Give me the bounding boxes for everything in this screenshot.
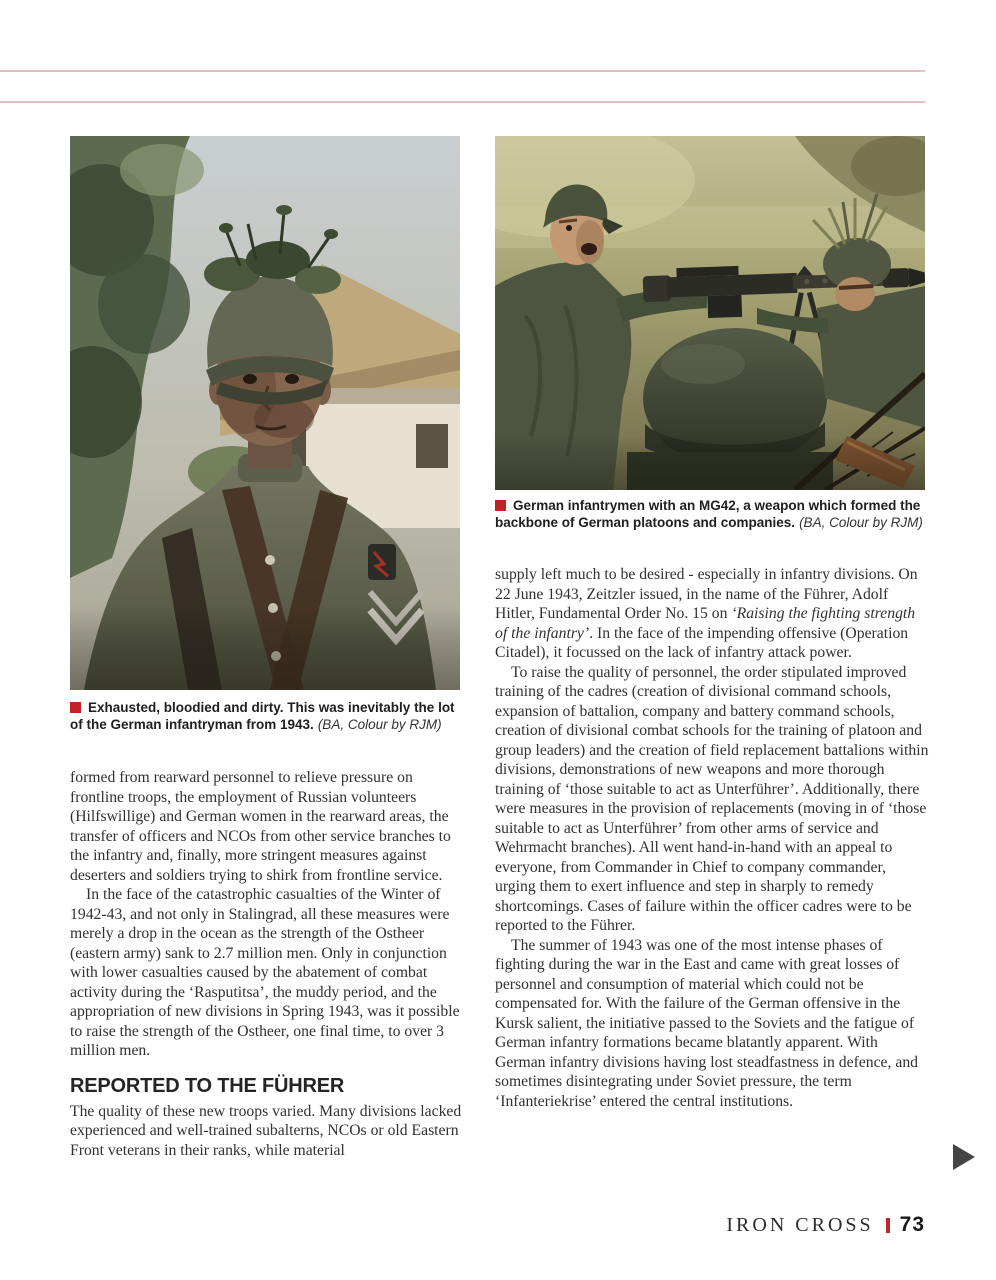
caption-text: German infantrymen with an MG42, a weapon which formed the backbone of German platoons and companies. — [495, 498, 921, 530]
left-text-column — [70, 768, 462, 1160]
body-paragraph — [495, 565, 929, 663]
page-footer — [726, 1213, 925, 1237]
caption-bullet-icon — [495, 500, 506, 511]
body-paragraph: The summer of 1943 was one of the most intense phases of fighting during the war in the East and came with great losses of personnel and consumption of material which could not be compensated for. With the failure of the German offensive in the Kursk salient, the initiative passed to the Soviets and the fatigue of German infantry formations became blatantly apparent. With German infantry divisions having lost steadfastness in defence, and sometimes disintegrating under Soviet pressure, the term ‘Infanteriekrise’ entered the central institutions. — [495, 936, 919, 1110]
body-paragraph: formed from rearward personnel to relieve pressure on frontline troops, the employment of Russian volunteers (Hilfswillige) and German women in the rearward areas, the transfer of officers and NCOs from other service branches to the infantry and, finally, more stringent measures against deserters and soldiers trying to shirk from frontline service. — [70, 769, 451, 884]
caption-credit: (BA, Colour by RJM) — [799, 515, 923, 530]
section-heading: REPORTED TO THE FÜHRER — [70, 1074, 345, 1097]
body-paragraph: To raise the quality of personnel, the order stipulated improved training of the cadres (creation of divisional command schools, expansion of battalion, company and battery command schools, creation of divisional combat schools for the training of platoon and group leaders) and the creation of field replacement battalions within divisions, demonstrations of new weapons and more thorough training of ‘those suitable to act as Unterführer’. Additionally, there were measures in the provision of replacements (moving in of ‘those suitable to act as Unterführer’ from other arms of service and Wehrmacht branches). All went hand-in-hand with an appeal to everyone, from Commander in Chief to company commander, urging them to exert influence and step in sharply to remedy shortcomings. Cases of failure within the officer cadres were to be reported to the Führer. — [495, 663, 929, 934]
paragraph-text: . In the face of the impending offensive (Operation Citadel), it focussed on the lack of infantry attack power. — [495, 624, 909, 661]
footer-separator-bar — [886, 1218, 890, 1233]
top-rule-line — [0, 70, 925, 72]
caption-left-photo — [70, 699, 470, 733]
caption-right-photo — [495, 497, 933, 531]
next-page-arrow-icon[interactable] — [953, 1144, 975, 1170]
right-text-column — [495, 565, 929, 1111]
second-rule-line — [0, 101, 925, 103]
magazine-title: IRON CROSS — [726, 1213, 874, 1236]
soldier-portrait-photo — [70, 136, 460, 690]
body-paragraph: In the face of the catastrophic casualties of the Winter of 1942-43, and not only in Stalingrad, all these measures were merely a drop in the ocean as the strength of the Ostheer (eastern army) sank to 2.7 million men. Only in conjunction with lower casualties caused by the abatement of combat activity during the ‘Rasputitsa’, the muddy period, and the appropriation of new divisions in Spring 1943, was it possible to raise the strength of the Ostheer, one final time, to over 3 million men. — [70, 886, 460, 1059]
mg42-team-photo — [495, 136, 925, 490]
paragraph-text: supply left much to be desired - especially in infantry divisions. On 22 June 1943, Zeitzler issued, in the name of the Führer, Adolf Hitler, Fundamental Order No. 15 on — [495, 566, 918, 622]
caption-bullet-icon — [70, 702, 81, 713]
body-paragraph: The quality of these new troops varied. Many divisions lacked experienced and well-trained subalterns, NCOs or old Eastern Front veterans in their ranks, while material — [70, 1102, 462, 1159]
caption-credit: (BA, Colour by RJM) — [317, 717, 442, 732]
page-number: 73 — [899, 1213, 925, 1236]
caption-text: Exhausted, bloodied and dirty. This was inevitably the lot of the German infantryman from 1943. — [70, 700, 455, 732]
italic-order-title: ‘Raising the fighting strength of the infantry’ — [495, 605, 916, 642]
